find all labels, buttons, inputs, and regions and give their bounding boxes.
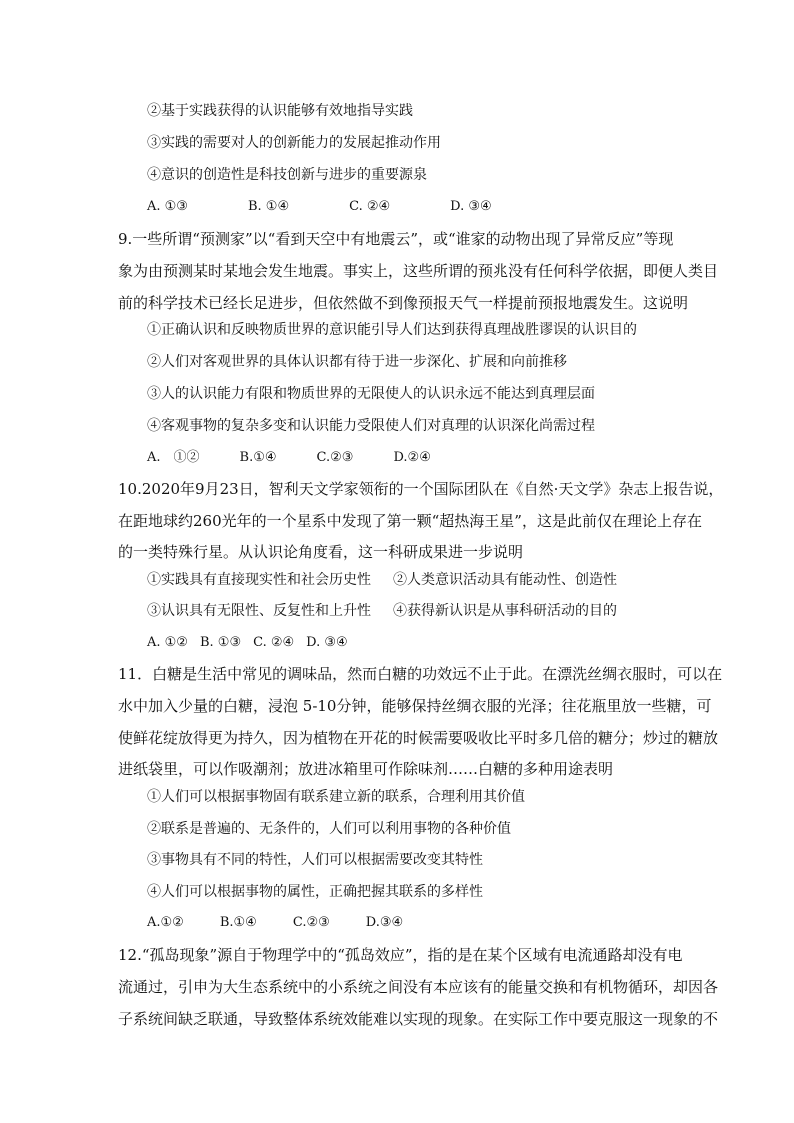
q12-stem-line-2: 流通过，引申为大生态系统中的小系统之间没有本应该有的能量交换和有机物循环，却因各 xyxy=(118,978,719,996)
q10-option-1: ①实践具有直接现实性和社会历史性 xyxy=(147,572,371,588)
q8-choice-b: B. ①④ xyxy=(247,199,290,214)
q9-choice-d: D.②④ xyxy=(393,450,431,465)
q10-option-4: ④获得新认识是从事科研活动的目的 xyxy=(393,603,617,619)
q8-choices xyxy=(147,197,492,217)
q9-stem-line-3: 前的科学技术已经长足进步，但依然做不到像预报天气一样提前预报地震发生。这说明 xyxy=(118,294,689,312)
q10-choices xyxy=(147,633,348,653)
q10-options-row-1 xyxy=(147,570,617,590)
q9-stem-line-1: 9.一些所谓“预测家”以“看到天空中有地震云”，或“谁家的动物出现了异常反应”等现 xyxy=(118,230,674,248)
q8-option-4: ④意识的创造性是科技创新与进步的重要源泉 xyxy=(147,167,427,183)
q12-stem-line-1: 12.“孤岛现象”源自于物理学中的“孤岛效应”，指的是在某个区域有电流通路却没有电 xyxy=(118,946,683,964)
q10-choice-a: A. ①② xyxy=(147,635,188,650)
q11-choice-d: D.③④ xyxy=(365,915,404,930)
q11-option-1: ①人们可以根据事物固有联系建立新的联系，合理利用其价值 xyxy=(147,789,525,805)
q11-choice-c: C.②③ xyxy=(292,915,330,930)
q11-option-3: ③事物具有不同的特性，人们可以根据需要改变其特性 xyxy=(147,852,483,868)
q10-stem-line-1: 10.2020年9月23日，智利天文学家领衔的一个国际团队在《自然·天文学》杂志上报告说， xyxy=(118,480,724,498)
q10-options-row-2 xyxy=(147,601,617,621)
q9-choice-b: B.①④ xyxy=(239,450,277,465)
q12-stem-line-3: 子系统间缺乏联通，导致整体系统效能难以实现的现象。在实际工作中要克服这一现象的不 xyxy=(118,1010,719,1028)
q9-option-3: ③人的认识能力有限和物质世界的无限使人的认识永远不能达到真理层面 xyxy=(147,386,595,402)
q11-option-2: ②联系是普遍的、无条件的，人们可以利用事物的各种价值 xyxy=(147,821,511,837)
q9-option-4: ④客观事物的复杂多变和认识能力受限使人们对真理的认识深化尚需过程 xyxy=(147,418,595,434)
q8-choice-a: A. ①③ xyxy=(147,199,188,214)
q9-choices xyxy=(147,448,431,468)
q8-choice-d: D. ③④ xyxy=(450,199,492,214)
q10-option-3: ③认识具有无限性、反复性和上升性 xyxy=(147,603,371,619)
q10-choice-b: B. ①③ xyxy=(199,635,242,650)
q10-stem-line-2: 在距地球约260光年的一个星系中发现了第一颗“超热海王星”，这是此前仅在理论上存在 xyxy=(118,512,702,530)
q11-choice-a: A.①② xyxy=(147,915,184,930)
q9-option-2: ②人们对客观世界的具体认识都有待于进一步深化、扩展和向前推移 xyxy=(147,354,567,370)
q11-stem-line-3: 使鲜花绽放得更为持久，因为植物在开花的时候需要吸收比平时多几倍的糖分；炒过的糖放 xyxy=(118,729,719,747)
q10-choice-d: D. ③④ xyxy=(306,635,348,650)
q11-option-4: ④人们可以根据事物的属性，正确把握其联系的多样性 xyxy=(147,884,483,900)
q8-option-3: ③实践的需要对人的创新能力的发展起推动作用 xyxy=(147,135,441,151)
q11-choice-b: B.①④ xyxy=(219,915,257,930)
q9-option-1: ①正确认识和反映物质世界的意识能引导人们达到获得真理战胜谬误的认识目的 xyxy=(147,322,637,338)
q10-stem-line-3: 的一类特殊行星。从认识论角度看，这一科研成果进一步说明 xyxy=(118,543,524,561)
q11-stem-line-2: 水中加入少量的白糖，浸泡 5-10分钟，能够保持丝绸衣服的光泽；往花瓶里放一些糖，可 xyxy=(118,697,712,715)
q10-option-2: ②人类意识活动具有能动性、创造性 xyxy=(393,572,617,588)
q11-choices xyxy=(147,913,403,933)
q9-choice-a: A. ①② xyxy=(147,450,200,465)
q8-option-2: ②基于实践获得的认识能够有效地指导实践 xyxy=(147,103,413,119)
q9-choice-c: C.②③ xyxy=(316,450,354,465)
q9-stem-line-2: 象为由预测某时某地会发生地震。事实上，这些所谓的预兆没有任何科学依据，即便人类目 xyxy=(118,262,719,280)
q10-choice-c: C. ②④ xyxy=(253,635,295,650)
q11-stem-line-4: 进纸袋里，可以作吸潮剂；放进冰箱里可作除味剂……白糖的多种用途表明 xyxy=(118,760,614,778)
q8-choice-c: C. ②④ xyxy=(349,199,391,214)
q11-stem-line-1: 11．白糖是生活中常见的调味品，然而白糖的功效远不止于此。在漂洗丝绸衣服时，可以在 xyxy=(118,665,723,683)
